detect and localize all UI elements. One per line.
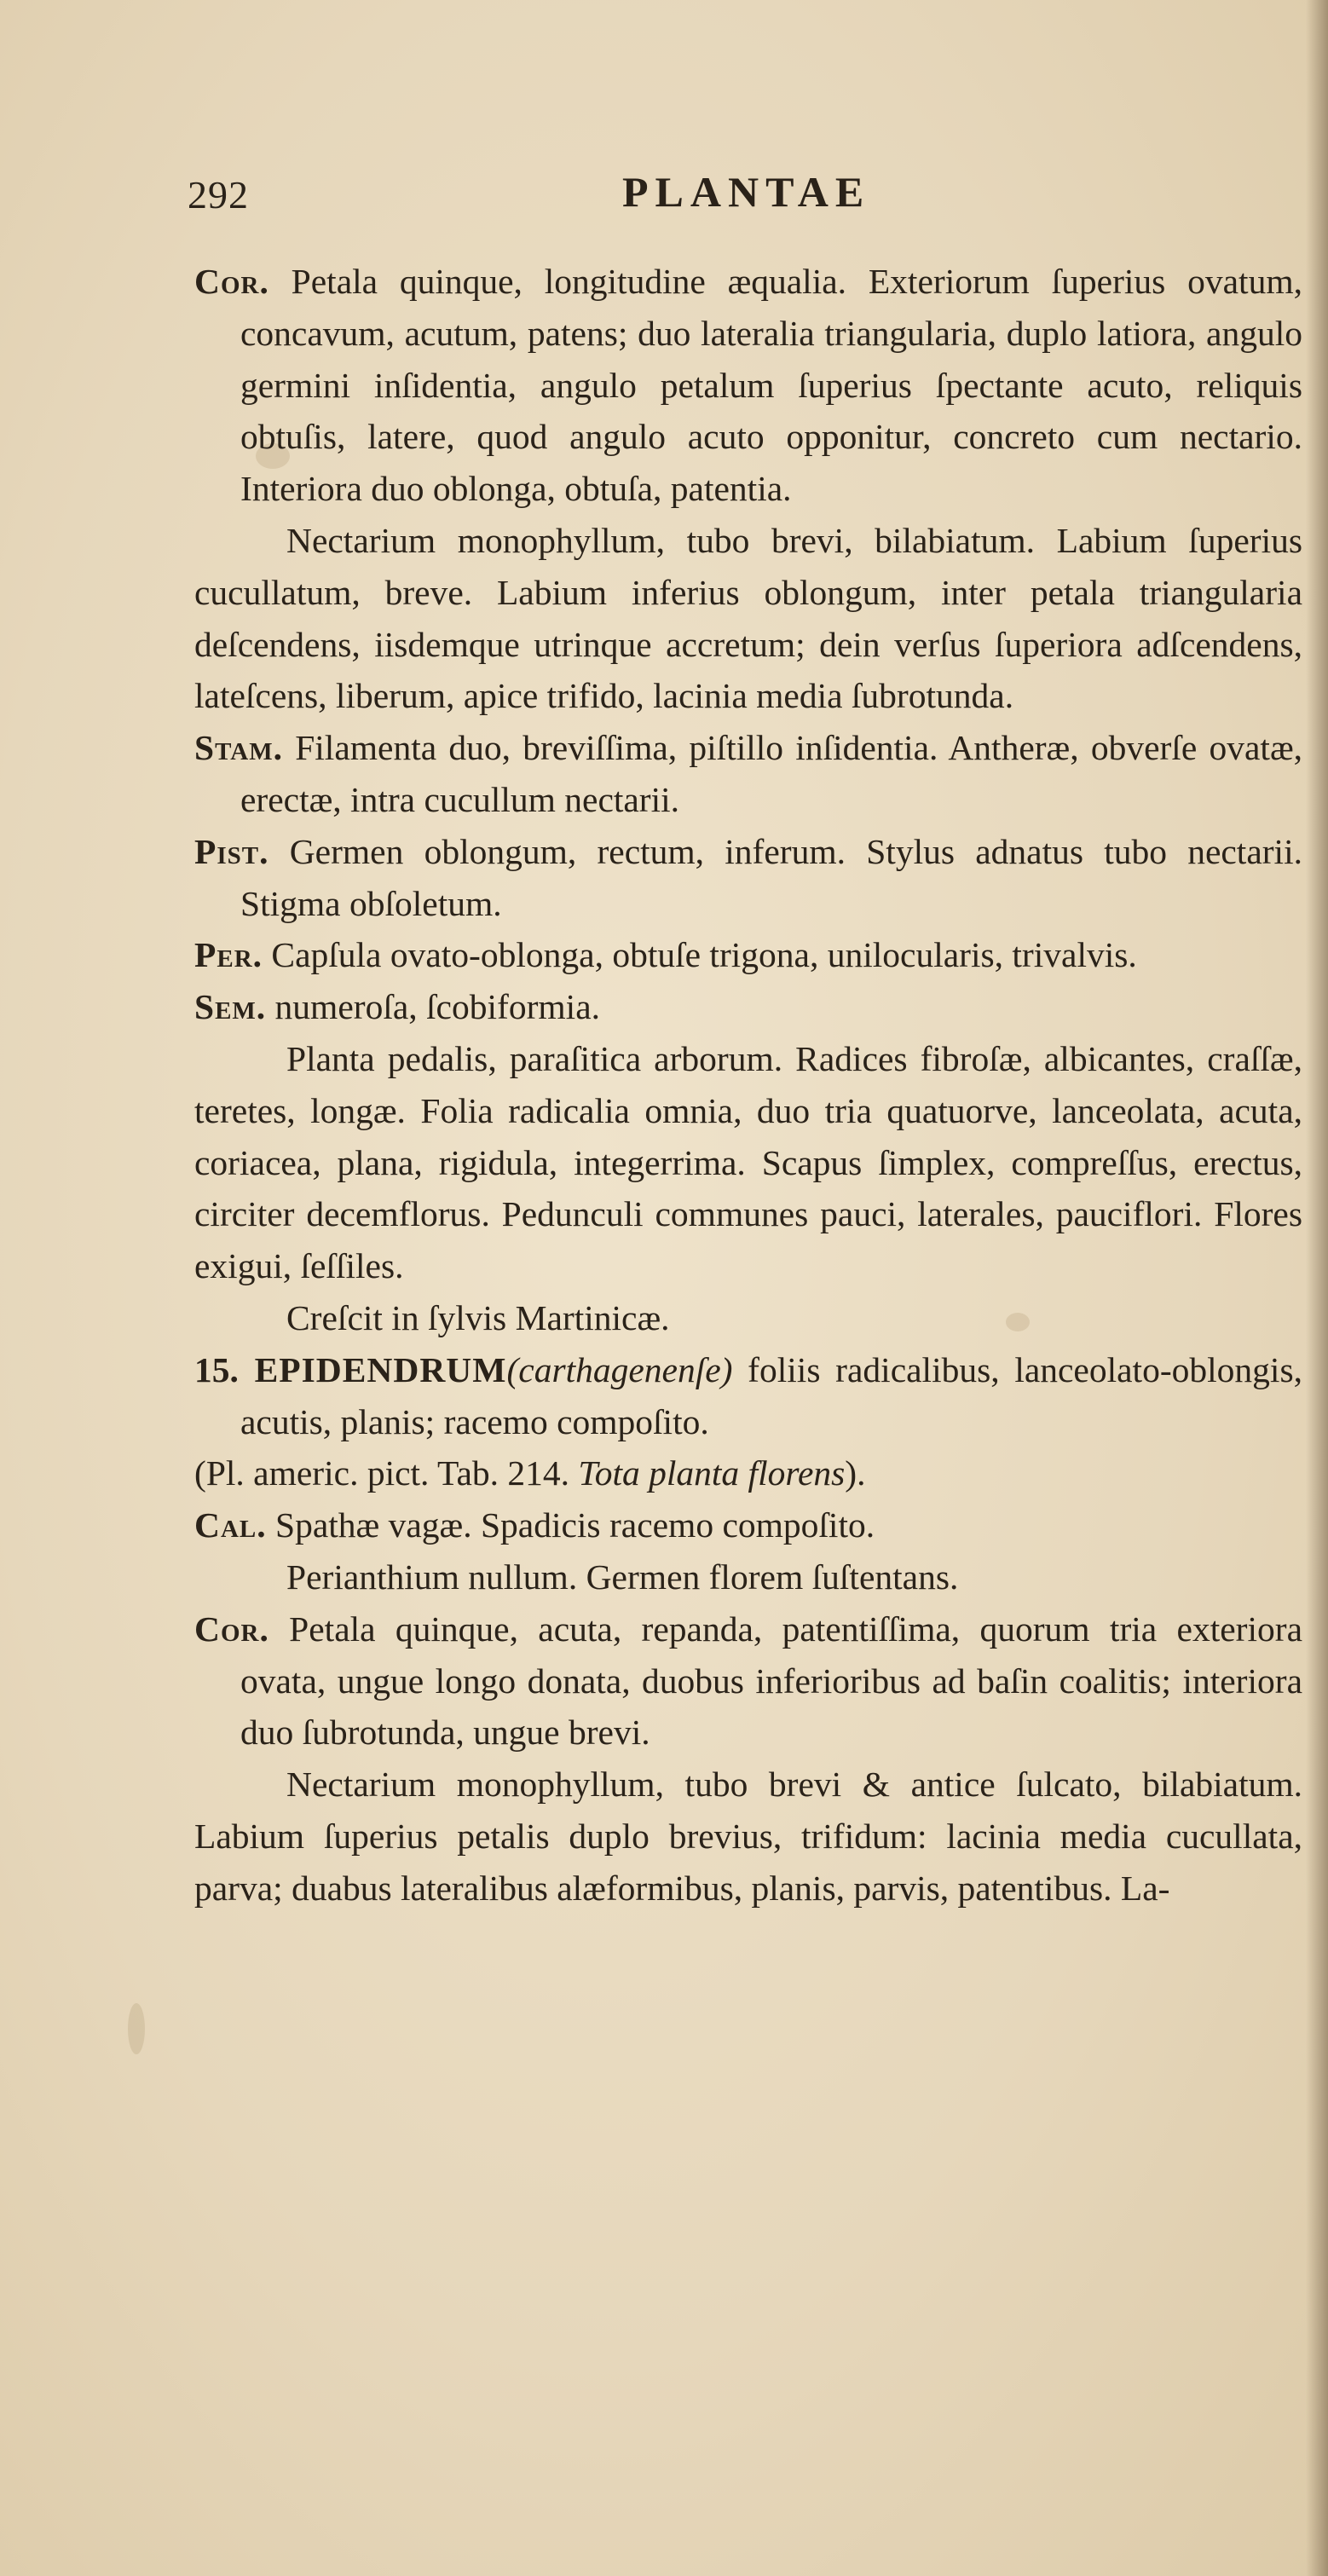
paragraph-nectarium [194, 515, 1302, 722]
paragraph-stamina [194, 722, 1302, 826]
section-label: Cor. [194, 1609, 269, 1649]
section-label: Cal. [194, 1505, 267, 1545]
section-label: Pist. [194, 831, 269, 871]
paragraph-calyx [194, 1499, 1302, 1551]
paragraph-text: Petala quinque, acuta, repanda, patentiſſima, quorum tria exteriora ovata, ungue longo donata, duobus inferioribus ad baſin coalitis; interiora duo ſubrotunda, ungue brevi. [240, 1609, 1302, 1753]
paragraph-planta [194, 1033, 1302, 1292]
species-epithet: (carthagenenſe) [506, 1349, 733, 1389]
paragraph-text: Perianthium nullum. Germen florem ſuſtentans. [286, 1557, 959, 1597]
section-label: Sem. [194, 987, 267, 1027]
reference-italic: Tota planta florens [578, 1453, 846, 1493]
paragraph-text: numeroſa, ſcobiformia. [266, 987, 600, 1027]
paragraph-text: Nectarium monophyllum, tubo brevi & antice ſulcato, bilabiatum. Labium ſuperius petalis duplo brevius, trifidum: lacinia media cucullata, parva; duabus lateralibus alæformibus, planis, parvis, patentibus. La- [194, 1765, 1302, 1908]
genus-name: EPIDENDRUM [238, 1349, 507, 1389]
section-label: Per. [194, 935, 263, 975]
paragraph-text: Capſula ovato-oblonga, obtuſe trigona, unilocularis, trivalvis. [263, 935, 1137, 975]
paragraph-pistillum [194, 826, 1302, 930]
paragraph-corolla-2 [194, 1603, 1302, 1759]
page-number: 292 [188, 173, 249, 217]
page-title: PLANTAE [622, 168, 871, 216]
section-label: Cor. [194, 262, 269, 301]
section-label: Stam. [194, 728, 283, 768]
running-head [170, 167, 1270, 227]
species-entry [194, 1344, 1302, 1448]
paragraph-text: Petala quinque, longitudine æqualia. Exteriorum ſuperius ovatum, concavum, acutum, patens; duo lateralia triangularia, duplo latiora, angulo germini inſidentia, angulo petalum ſuperius ſpectante acuto, reliquis obtuſis, latere, quod angulo acuto opponitur, concreto cum nectario. Interiora duo oblonga, obtuſa, patentia. [240, 262, 1302, 509]
paragraph-text: Germen oblongum, rectum, inferum. Stylus adnatus tubo nectarii. Stigma obſoletum. [240, 831, 1302, 923]
reference-end: ). [845, 1453, 866, 1493]
paragraph-text: Creſcit in ſylvis Martinicæ. [286, 1297, 670, 1337]
paragraph-corolla [194, 256, 1302, 515]
paragraph-text: Nectarium monophyllum, tubo brevi, bilabiatum. Labium ſuperius cucullatum, breve. Labium inferius oblongum, inter petala triangularia deſcendens, iisdemque utrinque accretum; dein verſus ſuperiora adſcendens, lateſcens, liberum, apice trifido, lacinia media ſubrotunda. [194, 520, 1302, 716]
paragraph-habitat [194, 1292, 1302, 1344]
page-edge-shadow [1306, 0, 1328, 2576]
paragraph-perianthium [194, 1551, 1302, 1603]
paragraph-nectarium-2 [194, 1759, 1302, 1914]
paragraph-semina [194, 981, 1302, 1033]
plate-reference [194, 1447, 1302, 1499]
species-number: 15. [194, 1349, 239, 1389]
paragraph-text: Filamenta duo, breviſſima, piſtillo inſidentia. Antheræ, obverſe ovatæ, erectæ, intra cucullum nectarii. [240, 728, 1302, 819]
paragraph-text: foliis radicalibus, lanceolato-oblongis, acutis, planis; racemo compoſito. [240, 1349, 1302, 1441]
paragraph-text: Spathæ vagæ. Spadicis racemo compoſito. [266, 1505, 875, 1545]
text-block [194, 256, 1302, 1915]
paper-stain [128, 2003, 145, 2054]
reference-text: (Pl. americ. pict. Tab. 214. [194, 1453, 579, 1493]
paragraph-pericarpium [194, 929, 1302, 981]
paragraph-text: Planta pedalis, paraſitica arborum. Radices fibroſæ, albicantes, craſſæ, teretes, longæ. Folia radicalia omnia, duo tria quatuorve, lanceolata, acuta, coriacea, plana, rigidula, integerrima. Scapus ſimplex, compreſſus, erectus, circiter decemflorus. Pedunculi communes pauci, laterales, pauciflori. Flores exigui, ſeſſiles. [194, 1038, 1302, 1286]
